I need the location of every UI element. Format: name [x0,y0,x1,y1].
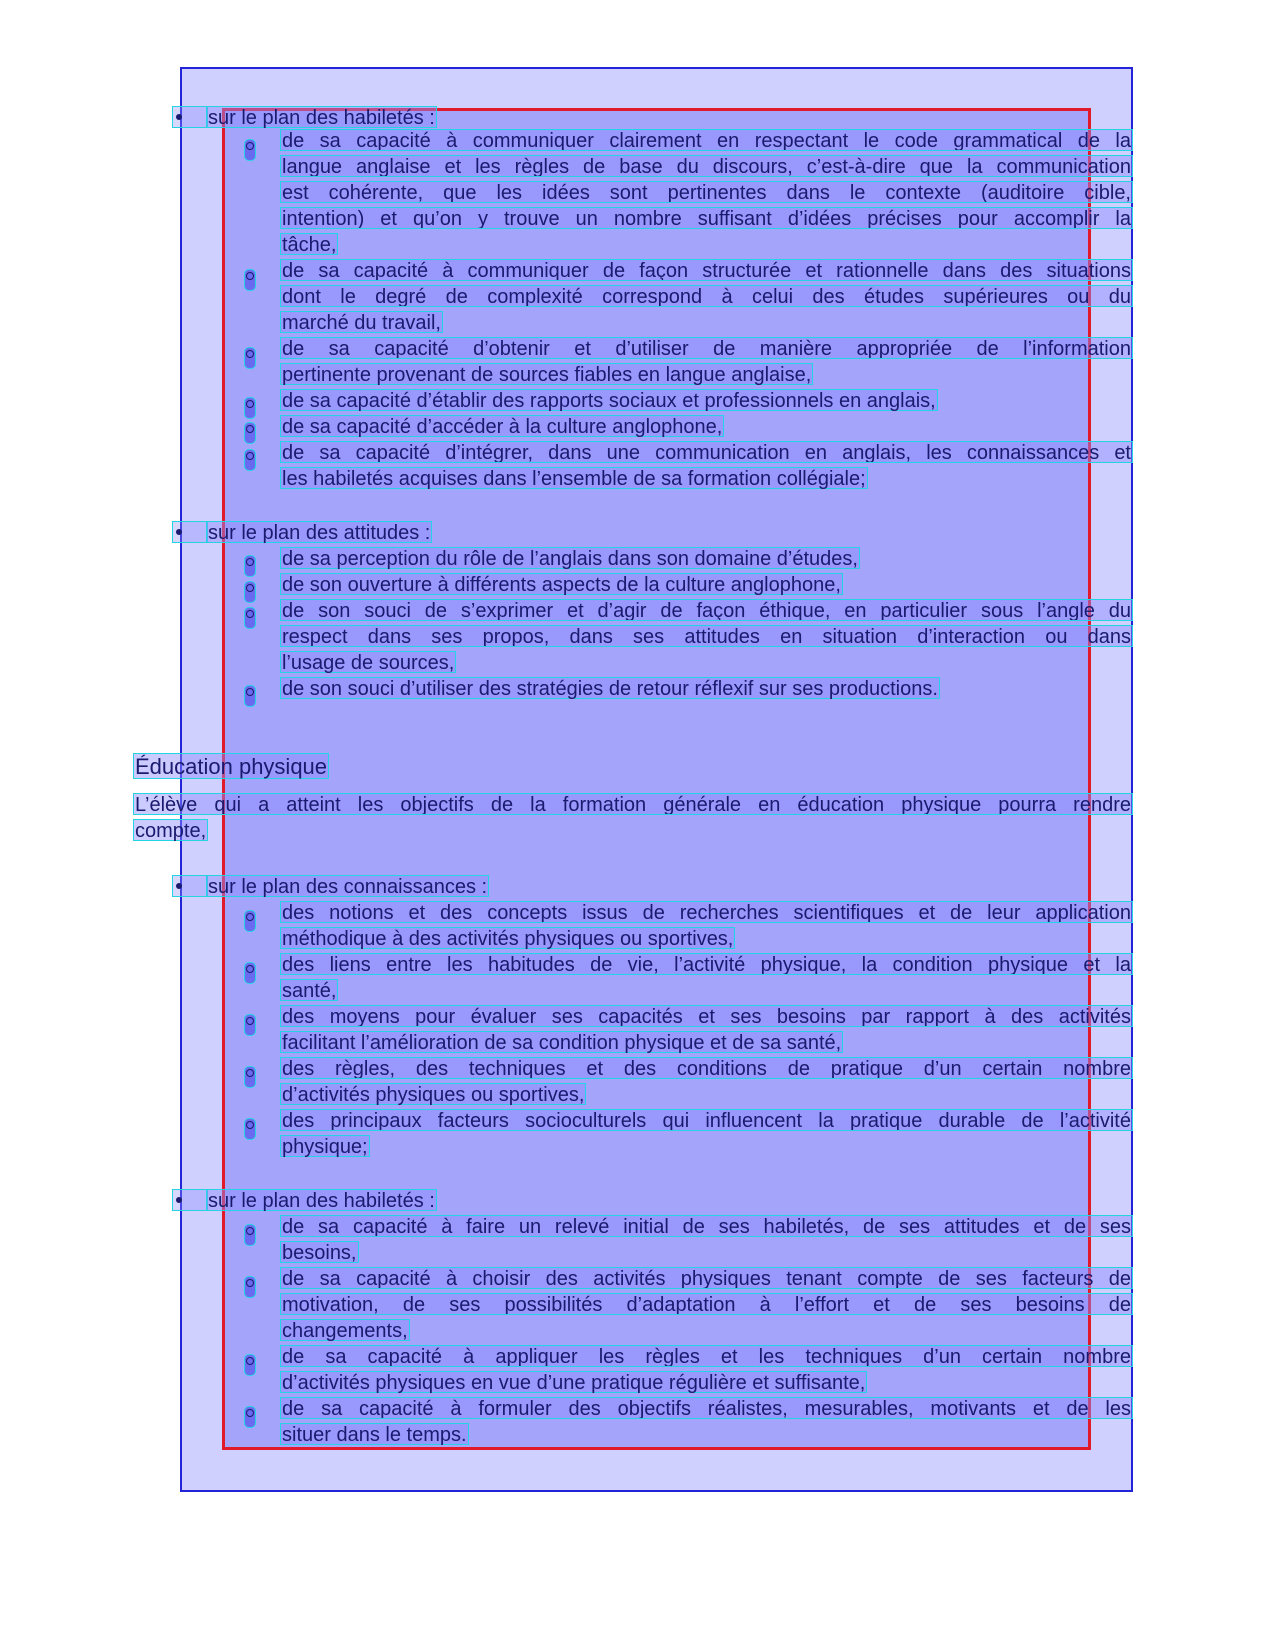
item-line: de sa perception du rôle de l’anglais dans son domaine d’études, [282,548,858,570]
sub-bullet-icon [244,607,256,629]
sub-bullet-icon [244,685,256,707]
section-heading: sur le plan des habiletés : [208,107,435,129]
item-line: des principaux facteurs socioculturels qui influencent la pratique durable de l’activité [282,1110,1131,1131]
item-line: marché du travail, [282,312,441,334]
section-title: Éducation physique [135,754,328,779]
sub-bullet-icon [244,397,256,419]
item-line: de sa capacité d’obtenir et d’utiliser de manière appropriée de l’information [282,338,1131,359]
item-line: de sa capacité d’établir des rapports sociaux et professionnels en anglais, [282,390,936,412]
item-line: langue anglaise et les règles de base du discours, c’est-à-dire que la communication [282,156,1131,177]
item-line: d’activités physiques ou sportives, [282,1084,585,1106]
item-line: est cohérente, que les idées sont pertinentes dans le contexte (auditoire cible, [282,182,1131,203]
item-line: besoins, [282,1242,357,1264]
sub-bullet-icon [244,1406,256,1428]
item-line: de sa capacité d’intégrer, dans une communication en anglais, les connaissances et [282,442,1131,463]
sub-bullet-icon [244,962,256,984]
section-heading: sur le plan des habiletés : [208,1190,435,1212]
bullet-icon [172,1189,208,1211]
sub-bullet-icon [244,449,256,471]
item-line: de son ouverture à différents aspects de la culture anglophone, [282,574,841,596]
item-line: de son souci de s’exprimer et d’agir de façon éthique, en particulier sous l’angle du [282,600,1131,621]
section-heading: sur le plan des connaissances : [208,876,488,898]
sub-bullet-icon [244,347,256,369]
item-line: les habiletés acquises dans l’ensemble de sa formation collégiale; [282,468,866,490]
item-line: pertinente provenant de sources fiables en langue anglaise, [282,364,812,386]
item-line: situer dans le temps. [282,1424,467,1446]
sub-bullet-icon [244,1224,256,1246]
item-line: de sa capacité à communiquer clairement en respectant le code grammatical de la [282,130,1131,151]
intro-line: L’élève qui a atteint les objectifs de la formation générale en éducation physique pourra rendre [135,794,1131,815]
sub-bullet-icon [244,1014,256,1036]
item-line: intention) et qu’on y trouve un nombre suffisant d’idées précises pour accomplir la [282,208,1131,229]
item-line: l’usage de sources, [282,652,455,674]
item-line: de sa capacité à faire un relevé initial de ses habiletés, de ses attitudes et de ses [282,1216,1131,1237]
sub-bullet-icon [244,555,256,577]
item-line: des liens entre les habitudes de vie, l’activité physique, la condition physique et la [282,954,1131,975]
section-heading: sur le plan des attitudes : [208,522,431,544]
item-line: facilitant l’amélioration de sa condition physique et de sa santé, [282,1032,842,1054]
bullet-icon [172,106,208,128]
bullet-icon [172,521,208,543]
sub-bullet-icon [244,422,256,444]
item-line: de sa capacité à choisir des activités physiques tenant compte de ses facteurs de [282,1268,1131,1289]
item-line: de sa capacité à communiquer de façon structurée et rationnelle dans des situations [282,260,1131,281]
item-line: santé, [282,980,337,1002]
item-line: de sa capacité à formuler des objectifs réalistes, mesurables, motivants et de les [282,1398,1131,1419]
intro-line: compte, [135,820,207,842]
item-line: de sa capacité d’accéder à la culture anglophone, [282,416,723,438]
item-line: méthodique à des activités physiques ou sportives, [282,928,734,950]
item-line: d’activités physiques en vue d’une pratique régulière et suffisante, [282,1372,866,1394]
item-line: tâche, [282,234,337,256]
item-line: des moyens pour évaluer ses capacités et ses besoins par rapport à des activités [282,1006,1131,1027]
sub-bullet-icon [244,910,256,932]
sub-bullet-icon [244,1276,256,1298]
sub-bullet-icon [244,1066,256,1088]
item-line: respect dans ses propos, dans ses attitudes en situation d’interaction ou dans [282,626,1131,647]
item-line: des notions et des concepts issus de recherches scientifiques et de leur application [282,902,1131,923]
item-line: changements, [282,1320,408,1342]
bullet-icon [172,875,208,897]
item-line: dont le degré de complexité correspond à celui des études supérieures ou du [282,286,1131,307]
sub-bullet-icon [244,139,256,161]
sub-bullet-icon [244,581,256,603]
sub-bullet-icon [244,1354,256,1376]
item-line: de sa capacité à appliquer les règles et les techniques d’un certain nombre [282,1346,1131,1367]
item-line: motivation, de ses possibilités d’adaptation à l’effort et de ses besoins de [282,1294,1131,1315]
item-line: de son souci d’utiliser des stratégies de retour réflexif sur ses productions. [282,678,938,700]
sub-bullet-icon [244,1118,256,1140]
item-line: des règles, des techniques et des conditions de pratique d’un certain nombre [282,1058,1131,1079]
sub-bullet-icon [244,269,256,291]
item-line: physique; [282,1136,368,1158]
